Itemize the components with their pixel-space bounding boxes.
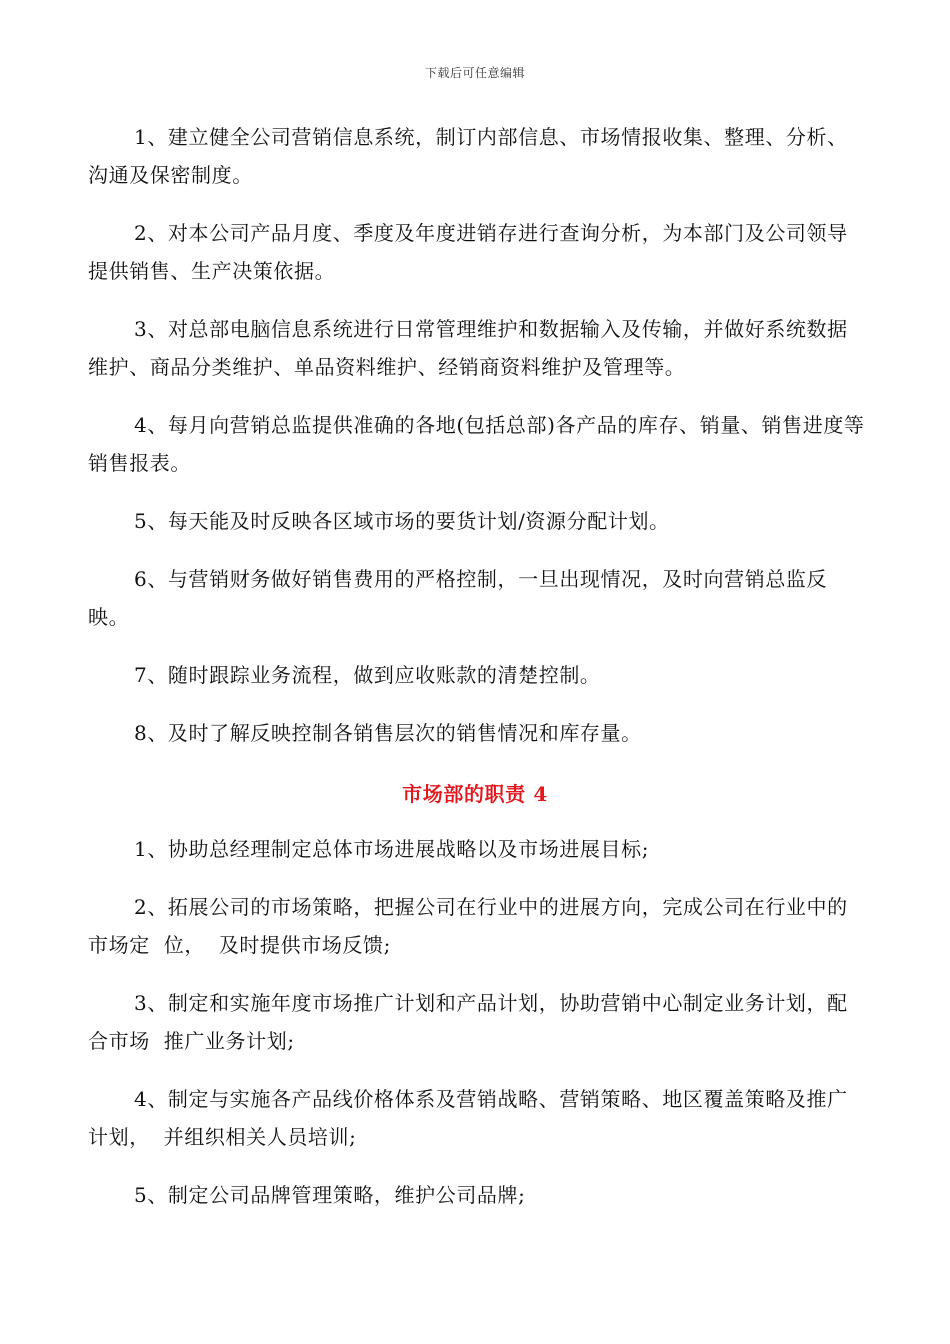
list-item: 1、建立健全公司营销信息系统，制订内部信息、市场情报收集、整理、分析、沟通及保密制度。 xyxy=(88,125,848,187)
list-item: 7、随时跟踪业务流程，做到应收账款的清楚控制。 xyxy=(134,663,601,687)
page-header: 下载后可任意编辑 xyxy=(424,66,525,80)
list-item: 2、拓展公司的市场策略，把握公司在行业中的进展方向，完成公司在行业中的市场定 位， 及时提供市场反馈; xyxy=(88,895,848,957)
list-item: 8、及时了解反映控制各销售层次的销售情况和库存量。 xyxy=(134,721,642,745)
list-item: 4、制定与实施各产品线价格体系及营销战略、营销策略、地区覆盖策略及推广计划， 并组织相关人员培训; xyxy=(88,1087,848,1149)
list-item: 2、对本公司产品月度、季度及年度进销存进行查询分析，为本部门及公司领导提供销售、生产决策依据。 xyxy=(88,221,848,283)
list-item: 5、制定公司品牌管理策略，维护公司品牌; xyxy=(134,1183,526,1207)
list-item: 6、与营销财务做好销售费用的严格控制，一旦出现情况，及时向营销总监反映。 xyxy=(88,567,828,629)
list-item: 5、每天能及时反映各区域市场的要货计划/资源分配计划。 xyxy=(134,509,670,533)
list-item: 3、对总部电脑信息系统进行日常管理维护和数据输入及传输，并做好系统数据维护、商品分类维护、单品资料维护、经销商资料维护及管理等。 xyxy=(88,317,848,379)
list-item: 3、制定和实施年度市场推广计划和产品计划，协助营销中心制定业务计划，配合市场 推广业务计划; xyxy=(88,991,848,1053)
section-heading: 市场部的职责 4 xyxy=(402,782,548,806)
list-item: 4、每月向营销总监提供准确的各地(包括总部)各产品的库存、销量、销售进度等销售报表。 xyxy=(88,413,865,475)
list-item: 1、协助总经理制定总体市场进展战略以及市场进展目标; xyxy=(134,837,650,861)
